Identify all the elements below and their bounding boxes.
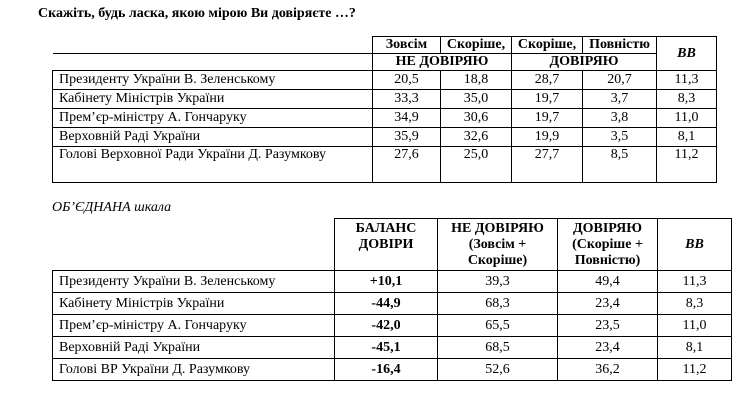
cell-value: 3,5 <box>583 128 657 147</box>
cell-value: 65,5 <box>438 315 558 337</box>
cell-value: 23,4 <box>558 293 658 315</box>
header-bv: ВВ <box>657 37 717 71</box>
cell-value: 19,7 <box>512 109 583 128</box>
row-label: Кабінету Міністрів України <box>53 293 335 315</box>
cell-value: 49,4 <box>558 271 658 293</box>
cell-value: 35,0 <box>441 90 512 109</box>
row-label: Президенту України В. Зеленському <box>53 71 373 90</box>
empty-corner-2 <box>53 54 373 71</box>
header-skorishe-no: Скоріше, <box>441 37 512 54</box>
header-balance-line2: ДОВІРИ <box>358 237 414 252</box>
cell-value: 25,0 <box>441 147 512 183</box>
row-label: Кабінету Міністрів України <box>53 90 373 109</box>
empty-corner <box>53 37 373 54</box>
cell-value: 18,8 <box>441 71 512 90</box>
row-label: Верховній Раді України <box>53 337 335 359</box>
cell-value: 8,5 <box>583 147 657 183</box>
header-group-yes: ДОВІРЯЮ <box>512 54 657 71</box>
header-balance-line1: БАЛАНС <box>355 221 417 236</box>
cell-value: 11,0 <box>657 109 717 128</box>
cell-value: 11,2 <box>658 359 732 381</box>
header-no-trust <box>438 219 558 271</box>
row-label: Прем’єр-міністру А. Гончаруку <box>53 315 335 337</box>
cell-value: 8,1 <box>657 128 717 147</box>
cell-value: 8,1 <box>658 337 732 359</box>
cell-value: 20,5 <box>373 71 441 90</box>
cell-value: 20,7 <box>583 71 657 90</box>
header-bv: ВВ <box>658 219 732 271</box>
cell-value: 28,7 <box>512 71 583 90</box>
cell-value: 27,7 <box>512 147 583 183</box>
empty-corner <box>53 219 335 271</box>
cell-value: 23,5 <box>558 315 658 337</box>
cell-value: 3,7 <box>583 90 657 109</box>
header-povnistyu: Повністю <box>583 37 657 54</box>
cell-value: 39,3 <box>438 271 558 293</box>
cell-value: 27,6 <box>373 147 441 183</box>
trust-table <box>52 36 717 183</box>
header-yes-line2: (Скоріше + <box>572 237 643 252</box>
row-label: Президенту України В. Зеленському <box>53 271 335 293</box>
cell-value: 19,7 <box>512 90 583 109</box>
cell-value: 35,9 <box>373 128 441 147</box>
cell-value: 52,6 <box>438 359 558 381</box>
cell-value: 33,3 <box>373 90 441 109</box>
cell-value: 36,2 <box>558 359 658 381</box>
header-no-line3: Скоріше) <box>467 253 528 268</box>
header-no-line2: (Зовсім + <box>468 237 527 252</box>
cell-value: 11,2 <box>657 147 717 183</box>
question-title: Скажіть, будь ласка, якою мірою Ви довіряєте …? <box>38 6 356 21</box>
header-no-line1: НЕ ДОВІРЯЮ <box>451 221 544 236</box>
cell-value: 11,3 <box>658 271 732 293</box>
cell-value: 8,3 <box>658 293 732 315</box>
balance-value: -44,9 <box>335 293 438 315</box>
row-label: Голові Верховної Ради України Д. Разумкову <box>53 147 373 183</box>
header-balance <box>335 219 438 271</box>
cell-value: 68,3 <box>438 293 558 315</box>
cell-value: 68,5 <box>438 337 558 359</box>
balance-value: -42,0 <box>335 315 438 337</box>
header-skorishe-yes: Скоріше, <box>512 37 583 54</box>
header-zovsim: Зовсім <box>373 37 441 54</box>
cell-value: 19,9 <box>512 128 583 147</box>
row-label: Прем’єр-міністру А. Гончаруку <box>53 109 373 128</box>
header-group-no: НЕ ДОВІРЯЮ <box>373 54 512 71</box>
header-trust <box>558 219 658 271</box>
header-yes-line1: ДОВІРЯЮ <box>572 221 643 236</box>
balance-value: -45,1 <box>335 337 438 359</box>
row-label: Верховній Раді України <box>53 128 373 147</box>
header-yes-line3: Повністю) <box>574 253 641 268</box>
row-label: Голові ВР України Д. Разумкову <box>53 359 335 381</box>
cell-value: 11,3 <box>657 71 717 90</box>
cell-value: 8,3 <box>657 90 717 109</box>
cell-value: 11,0 <box>658 315 732 337</box>
cell-value: 30,6 <box>441 109 512 128</box>
cell-value: 3,8 <box>583 109 657 128</box>
balance-value: +10,1 <box>335 271 438 293</box>
cell-value: 34,9 <box>373 109 441 128</box>
balance-value: -16,4 <box>335 359 438 381</box>
combined-scale-subtitle: ОБ’ЄДНАНА шкала <box>52 200 172 215</box>
cell-value: 32,6 <box>441 128 512 147</box>
combined-scale-table <box>52 218 732 381</box>
cell-value: 23,4 <box>558 337 658 359</box>
